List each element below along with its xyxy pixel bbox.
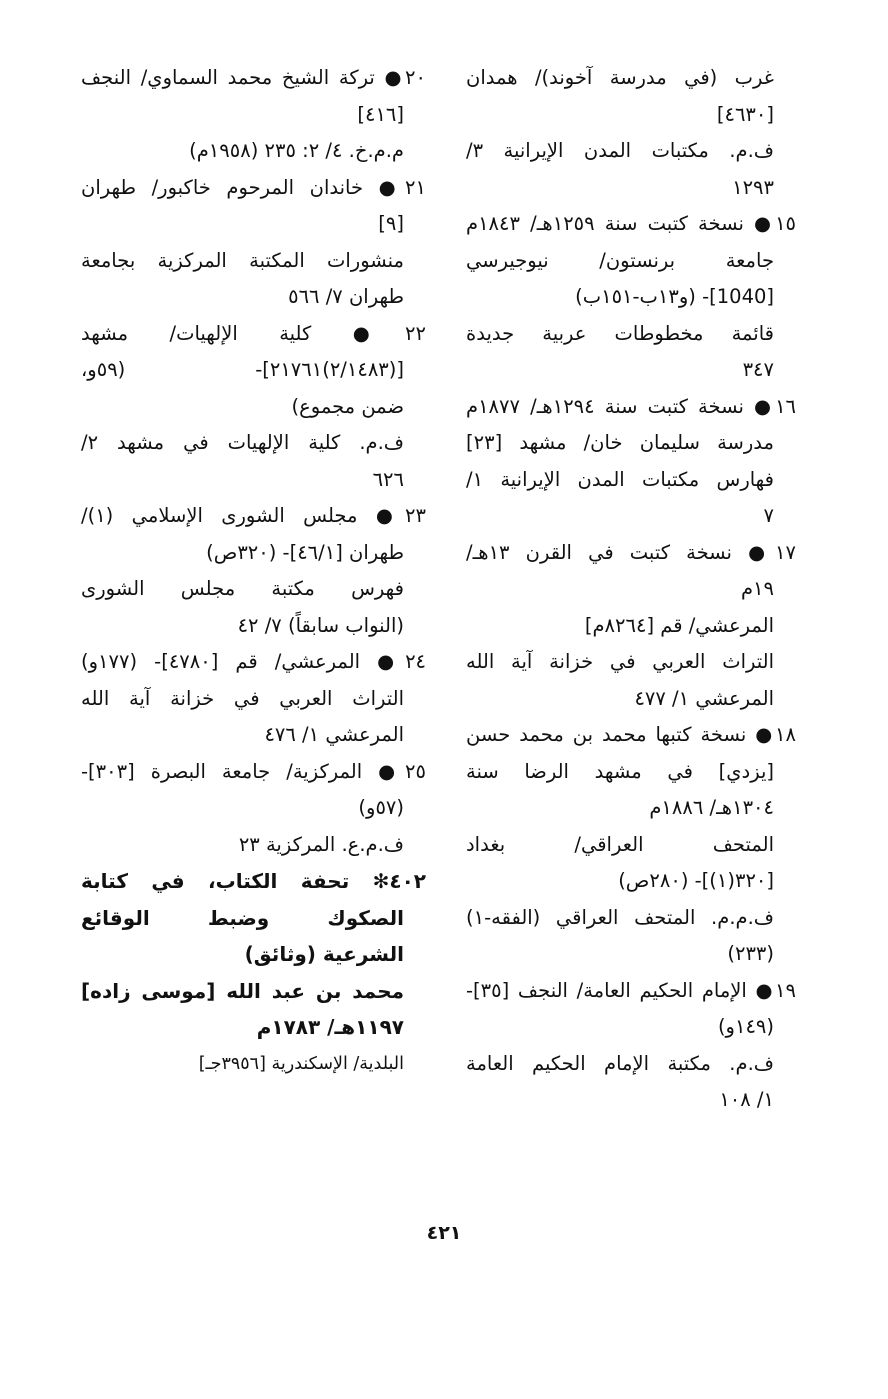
text-line: ١١٩٧هـ/ ١٧٨٣م — [256, 1015, 404, 1039]
text-line: ٤٠٢✻ تحفة الكتاب، في كتابة — [81, 869, 426, 893]
text-line: ٧ — [763, 504, 774, 527]
text-line: الشرعية (وثائق) — [244, 942, 404, 966]
text-line: ٣٤٧ — [742, 358, 774, 381]
text-line: ١٩● الإمام الحكيم العامة/ النجف [٣٥]- — [466, 978, 796, 1002]
text-line: طهران [٤٦/١]- (٣٢٠ص) — [206, 540, 404, 564]
text-line: الصكوك وضبط الوقائع — [81, 905, 404, 930]
text-line: ف.م. كلية الإلهيات في مشهد ٢/ — [81, 431, 404, 454]
text-line: البلدية/ الإسكندرية [٣٩٥٦جـ] — [198, 1053, 404, 1074]
text-line: ف.م. مكتبات المدن الإيرانية ٣/ — [466, 139, 774, 162]
text-line: [يزدي] في مشهد الرضا سنة — [466, 759, 774, 783]
text-line: [٣٢٠(١)]- (٢٨٠ص) — [618, 869, 774, 892]
text-line: ١٧● نسخة كتبت في القرن ١٣هـ/ — [466, 540, 796, 564]
text-line: ١٦● نسخة كتبت سنة ١٢٩٤هـ/ ١٨٧٧م — [466, 394, 796, 418]
text-line: ضمن مجموع) — [291, 394, 404, 418]
text-line: منشورات المكتبة المركزية بجامعة — [81, 248, 404, 272]
text-line: المرعشي/ قم [٨٢٦٤م] — [584, 613, 774, 637]
page-number: ٤٢١ — [426, 1222, 462, 1244]
text-line: ٢٣● مجلس الشورى الإسلامي (١)/ — [81, 504, 426, 527]
text-line: ٦٢٦ — [372, 467, 404, 491]
text-line: ٢٥● المركزية/ جامعة البصرة [٣٠٣]- — [81, 759, 426, 783]
text-line: (١٤٩و) — [717, 1015, 774, 1038]
text-line: [(٢/١٤٨٣)٢١٧٦١]- (٥٩و، — [81, 358, 404, 381]
text-line: ١٥● نسخة كتبت سنة ١٢٥٩هـ/ ١٨٤٣م — [466, 212, 796, 235]
left-column — [81, 60, 426, 1082]
text-line: ١٣٠٤هـ/ ١٨٨٦م — [649, 796, 774, 819]
text-line: التراث العربي في خزانة آية الله — [466, 650, 774, 673]
text-line: محمد بن عبد الله [موسى زاده] — [81, 978, 404, 1003]
text-line: ١٢٩٣ — [732, 175, 774, 199]
text-line: التراث العربي في خزانة آية الله — [81, 686, 404, 710]
text-line: [٤٦٣٠] — [716, 102, 774, 126]
text-line: ف.م. مكتبة الإمام الحكيم العامة — [466, 1051, 774, 1075]
text-line: ٢٠● تركة الشيخ محمد السماوي/ النجف — [81, 66, 426, 89]
text-line: فهرس مكتبة مجلس الشورى — [81, 577, 404, 600]
text-line: (٢٣٣) — [727, 942, 774, 965]
right-column — [466, 60, 796, 1119]
text-line: قائمة مخطوطات عربية جديدة — [466, 321, 774, 345]
text-line: ١٨● نسخة كتبها محمد بن محمد حسن — [466, 723, 796, 746]
text-line: (النواب سابقاً) ٧/ ٤٢ — [237, 613, 404, 637]
text-line: ٢٤● المرعشي/ قم [٤٧٨٠]- (١٧٧و) — [81, 650, 426, 673]
text-line: مدرسة سليمان خان/ مشهد [٢٣] — [466, 431, 774, 454]
text-line: ف.م.ع. المركزية ٢٣ — [238, 832, 404, 856]
text-line: ٢١● خاندان المرحوم خاكبور/ طهران — [81, 175, 426, 199]
text-line: ١٩م — [740, 577, 774, 600]
text-line: غرب (في مدرسة آخوند)/ همدان — [466, 66, 774, 89]
text-line: [٩] — [378, 212, 404, 235]
text-line: ١/ ١٠٨ — [719, 1088, 774, 1111]
text-line: طهران ٧/ ٥٦٦ — [288, 285, 404, 308]
text-line: فهارس مكتبات المدن الإيرانية ١/ — [466, 467, 774, 491]
text-line: (٥٧و) — [358, 796, 404, 819]
text-line: [1040]- (و١٣ب-١٥١ب) — [575, 285, 774, 308]
text-line: جامعة برنستون/ نيوجيرسي — [466, 248, 774, 272]
text-line: [٤١٦] — [357, 102, 404, 126]
text-line: ٢٢● كلية الإلهيات/ مشهد — [81, 321, 426, 345]
text-line: المتحف العراقي/ بغداد — [466, 832, 774, 856]
text-line: المرعشي ١/ ٤٧٧ — [634, 686, 774, 710]
text-line: ف.م.م. المتحف العراقي (الفقه-١) — [466, 905, 774, 929]
text-line: المرعشي ١/ ٤٧٦ — [264, 723, 404, 746]
text-line: م.م.خ. ٤/ ٢: ٢٣٥ (١٩٥٨م) — [189, 139, 404, 162]
